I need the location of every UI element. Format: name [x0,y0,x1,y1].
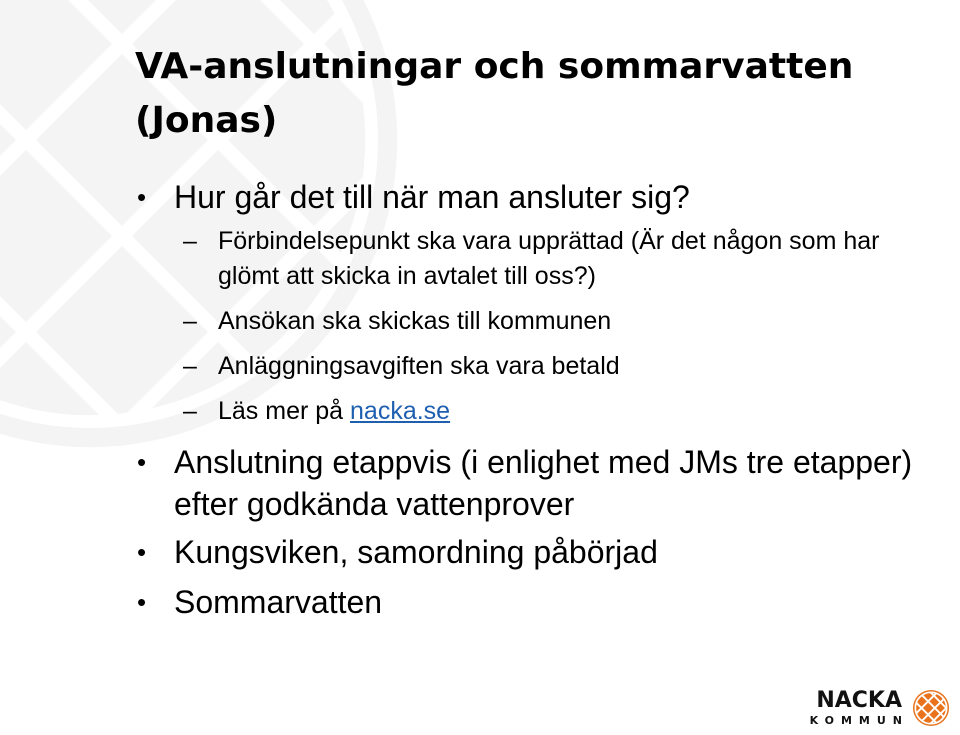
logo-line-1: NACKA [816,688,902,713]
dash-marker: – [183,352,197,380]
logo-line-2: KOMMUN [809,714,909,727]
sub-item [137,394,927,429]
bullet-text: Anslutning etappvis (i enlighet med JMs tre etapper) efter godkända vattenprover [174,444,913,522]
bullet-text: Sommarvatten [174,584,383,620]
nacka-se-link[interactable]: nacka.se [350,397,451,425]
slide-title: VA-anslutningar och sommarvatten (Jonas) [135,46,854,141]
nacka-kommun-logo [810,689,950,727]
bullet-marker: • [137,537,147,567]
sub-item [137,224,927,294]
bullet-marker: • [137,182,147,212]
bullet-item [137,441,927,525]
dash-marker: – [183,397,197,425]
bullet-item [137,531,927,573]
bullet-item [137,176,927,218]
bullet-marker: • [137,447,147,477]
bullet-text: Hur går det till när man ansluter sig? [174,179,690,215]
sub-item [137,304,927,339]
bullet-text: Kungsviken, samordning påbörjad [174,534,658,570]
bullet-marker: • [137,587,147,617]
logo-wordmark [809,688,909,727]
dash-marker: – [183,307,197,335]
sub-item-text: Ansökan ska skickas till kommunen [218,307,612,335]
sub-item-text: Läs mer på [218,397,351,425]
dash-marker: – [183,227,197,255]
bullet-item [137,581,927,623]
sub-item-text: Förbindelsepunkt ska vara upprättad (Är det någon som har glömt att skicka in avtalet till oss?) [218,227,880,290]
sub-list [137,224,927,429]
bullet-list [137,176,927,623]
sub-item [137,349,927,384]
crest-logo-icon [912,689,950,727]
sub-item-text: Anläggningsavgiften ska vara betald [218,352,620,380]
